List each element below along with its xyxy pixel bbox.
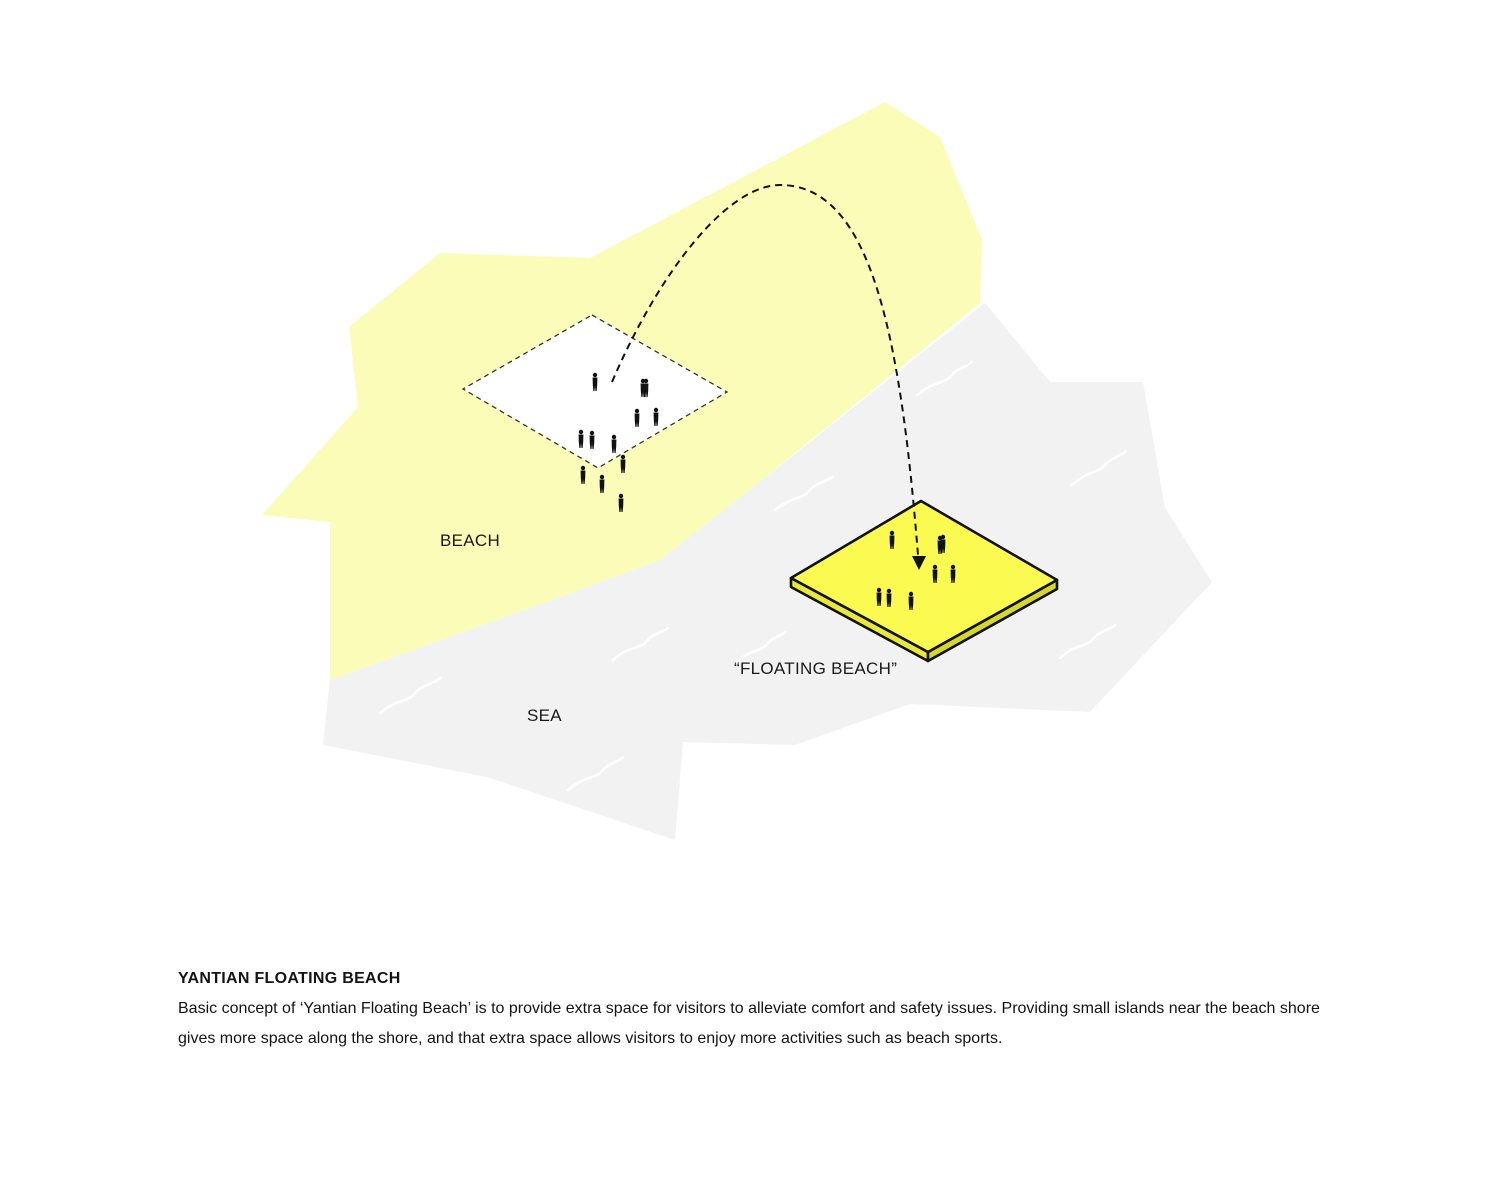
caption — [178, 970, 1338, 1054]
caption-body: Basic concept of ‘Yantian Floating Beach’ is to provide extra space for visitors to alleviate comfort and safety issues. Providing small islands near the beach shore gives more space along the shore, and that extra space allows visitors to enjoy more activities such as beach sports. — [178, 1000, 1320, 1047]
beach-label: BEACH — [440, 531, 501, 550]
sea-label: SEA — [527, 706, 562, 725]
caption-title: YANTIAN FLOATING BEACH — [178, 970, 401, 987]
floating-beach-label: “FLOATING BEACH” — [734, 659, 898, 678]
